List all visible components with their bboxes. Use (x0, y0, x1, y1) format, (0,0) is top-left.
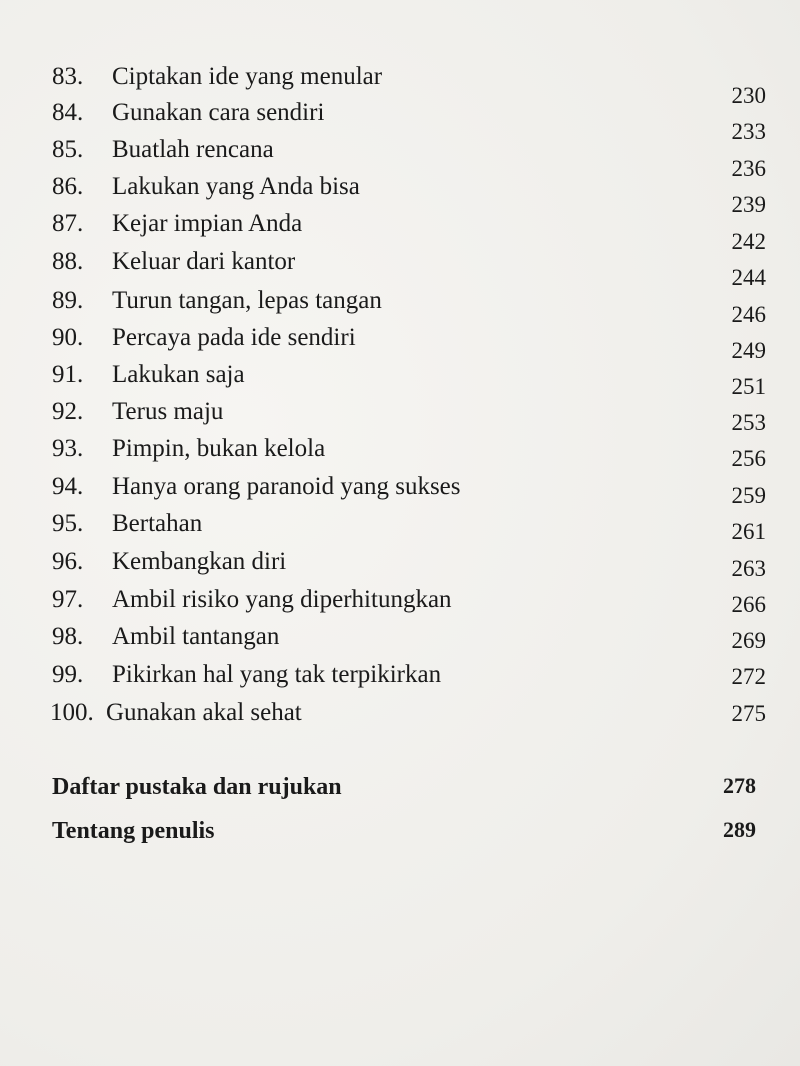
entry-page: 249 (731, 338, 766, 363)
entry-title: Kembangkan diri (112, 548, 287, 575)
entry-title: Ambil tantangan (112, 623, 280, 650)
entry-number: 93. (52, 435, 84, 462)
toc-entry-89 (0, 286, 800, 326)
toc-entry-83 (0, 62, 800, 108)
entry-page: 261 (731, 519, 766, 544)
toc-entry-92 (0, 397, 800, 437)
entry-number: 99. (52, 661, 84, 688)
entry-number: 100. (50, 699, 94, 726)
entry-number: 90. (52, 324, 84, 351)
entry-number: 84. (52, 99, 84, 126)
entry-page: 253 (731, 410, 766, 435)
entry-title: Buatlah rencana (112, 136, 274, 163)
entry-page: 233 (731, 119, 766, 144)
entry-title: Turun tangan, lepas tangan (112, 287, 382, 314)
entry-number: 92. (52, 398, 84, 425)
entry-title: Gunakan cara sendiri (112, 99, 325, 126)
entry-page: 244 (731, 265, 766, 290)
entry-number: 94. (52, 473, 84, 500)
entry-title: Keluar dari kantor (112, 248, 296, 275)
entry-title: Bertahan (112, 510, 203, 537)
entry-title: Percaya pada ide sendiri (112, 324, 356, 351)
entry-number: 86. (52, 173, 84, 200)
entry-page: 236 (731, 156, 766, 181)
entry-page: 266 (731, 592, 766, 617)
entry-number: 96. (52, 548, 84, 575)
back-matter-bibliography (0, 772, 800, 812)
entry-title: Lakukan yang Anda bisa (112, 173, 360, 200)
toc-entry-95 (0, 509, 800, 549)
entry-title: Pimpin, bukan kelola (112, 435, 326, 462)
toc-entry-97 (0, 585, 800, 625)
back-matter-page: 289 (723, 817, 756, 842)
toc-entry-99 (0, 660, 800, 700)
toc-entry-93 (0, 434, 800, 474)
entry-number: 97. (52, 586, 84, 613)
toc-entry-96 (0, 547, 800, 587)
entry-page: 251 (731, 374, 766, 399)
entry-title: Gunakan akal sehat (106, 699, 302, 726)
toc-entry-91 (0, 360, 800, 400)
entry-page: 256 (731, 446, 766, 471)
entry-page: 263 (731, 556, 766, 581)
toc-entry-88 (0, 247, 800, 290)
toc-entry-85 (0, 135, 800, 181)
toc-entry-86 (0, 172, 800, 217)
back-matter-title: Daftar pustaka dan rujukan (52, 774, 342, 800)
entry-page: 272 (731, 664, 766, 689)
entry-title: Pikirkan hal yang tak terpikirkan (112, 661, 442, 688)
entry-number: 87. (52, 210, 84, 237)
entry-number: 91. (52, 361, 84, 388)
entry-number: 83. (52, 63, 84, 90)
toc-entry-94 (0, 472, 800, 512)
entry-title: Lakukan saja (112, 361, 245, 388)
toc-entry-87 (0, 209, 800, 254)
entry-page: 275 (731, 701, 766, 726)
entry-page: 269 (731, 628, 766, 653)
entry-title: Kejar impian Anda (112, 210, 303, 237)
entry-number: 95. (52, 510, 84, 537)
entry-page: 259 (731, 483, 766, 508)
entry-title: Ciptakan ide yang menular (112, 63, 383, 90)
entry-page: 230 (731, 83, 766, 108)
back-matter-about-author (0, 816, 800, 856)
back-matter-title: Tentang penulis (52, 818, 215, 844)
toc-entry-84 (0, 98, 800, 144)
entry-number: 85. (52, 136, 84, 163)
toc-entry-100 (0, 698, 800, 738)
entry-title: Ambil risiko yang diperhitungkan (112, 586, 452, 613)
entry-page: 242 (731, 229, 766, 254)
entry-number: 98. (52, 623, 84, 650)
toc-entry-90 (0, 323, 800, 363)
entry-page: 239 (731, 192, 766, 217)
entry-number: 89. (52, 287, 84, 314)
toc-entry-98 (0, 622, 800, 662)
entry-page: 246 (731, 302, 766, 327)
entry-number: 88. (52, 248, 84, 275)
entry-title: Terus maju (112, 398, 224, 425)
back-matter-page: 278 (723, 773, 756, 798)
entry-title: Hanya orang paranoid yang sukses (112, 473, 461, 500)
